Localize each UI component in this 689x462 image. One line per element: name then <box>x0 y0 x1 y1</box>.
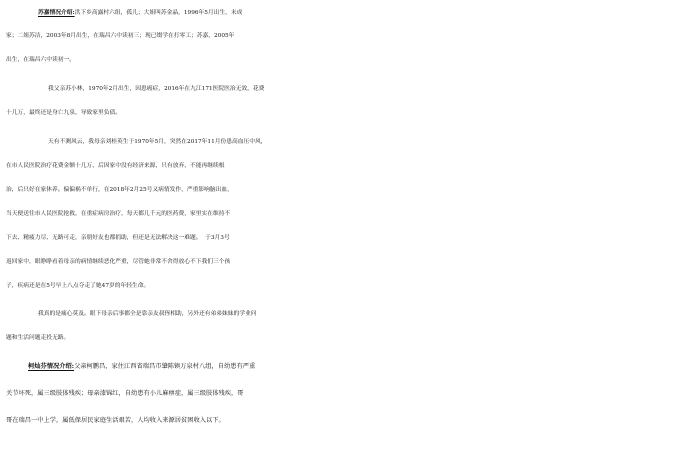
section1-text-3: 出生，在瑞昌六中读初一。 <box>6 57 75 63</box>
mother-line-5 <box>0 228 689 248</box>
mother-text-2: 在市人民医院治疗花费金额十几万，后因家中没有经济来源，只有放弃，不能再继续根 <box>6 163 225 169</box>
mother-line-3 <box>0 180 689 200</box>
mother-line-2 <box>0 156 689 176</box>
section1-line-1 <box>0 3 689 23</box>
mother-line-1 <box>0 132 689 152</box>
section2-text-3: 哥在瑞昌一中上学，属低保居民家庭生活艰苦，人均收入来源居贫困收入以下。 <box>6 417 225 424</box>
section2-heading: 柯灿芬情况介绍: <box>28 363 75 370</box>
mother-line-7 <box>0 276 689 296</box>
grief-line-2 <box>0 328 689 348</box>
grief-text-1: 我真的是痛心莫及。眼下母亲后事都全是靠亲友叔侄相助，另外还有弟弟妹妹的学业问 <box>38 311 257 317</box>
section2-text-2: 关节坏死，属三级肢体残疾；母亲漆锦红，自幼患有小儿麻痹症，属三级肢体残疾，哥 <box>6 390 244 397</box>
section1-heading: 苏嘉情况介绍: <box>38 10 75 16</box>
mother-line-6 <box>0 252 689 272</box>
mother-text-4: 当天便送往市人民医院抢救，在重症病房治疗，每天都几千元的医药费，家里实在维持不 <box>6 211 231 217</box>
mother-text-1: 天有不测风云，我母亲刘桂英生于1970年5月，突然在2017年11月份患高血压中风， <box>48 139 267 145</box>
section2-line-2 <box>0 384 689 404</box>
father-text-1: 我父亲苏小林，1970年2月出生，因患癌症，2016年在九江171医院医治无效，花费 <box>48 86 265 92</box>
mother-text-5: 下去、精疲力尽、无路可走，亲朋好友也都捐助，但还是无法解决这一难题。 于3月3号 <box>6 235 230 241</box>
father-line-2 <box>0 103 689 123</box>
grief-text-2: 题和生活问题走投无路。 <box>6 335 70 341</box>
mother-text-6: 返回家中，眼睁睁看着母亲的病情继续恶化严重，尽管她非常不舍得放心不下我们三个孩 <box>6 259 231 265</box>
section2-text-1: 父亲柯鹏昌，家住江西省瑞昌市肇陈镇万泉村八组，自幼患有严重 <box>74 363 256 370</box>
mother-line-4 <box>0 204 689 224</box>
section1-text-1: 洪下乡高露村六组，孤儿；大姐叫苏金晶，1996年5月出生，未成 <box>74 10 243 16</box>
section2-line-1 <box>0 357 689 377</box>
father-text-2: 十几万，最终还是身亡九泉，导致家里负债。 <box>6 110 121 116</box>
mother-text-7: 子，疾病还是在5号早上八点夺走了她47岁的年轻生命。 <box>6 283 150 289</box>
section2-line-3 <box>0 411 689 431</box>
section1-line-3 <box>0 50 689 70</box>
mother-text-3: 治，后只好在家休养。偏偏祸不单行，在2018年2月25号又病情发作，严重影响脑出血， <box>6 187 233 193</box>
father-line-1 <box>0 79 689 99</box>
grief-line-1 <box>0 304 689 324</box>
section1-line-2 <box>0 26 689 46</box>
section1-text-2: 家；二姐苏洁，2003年8月出生，在瑞昌六中读初三；现已缀学在打零工；苏嘉，2005年 <box>6 33 235 39</box>
